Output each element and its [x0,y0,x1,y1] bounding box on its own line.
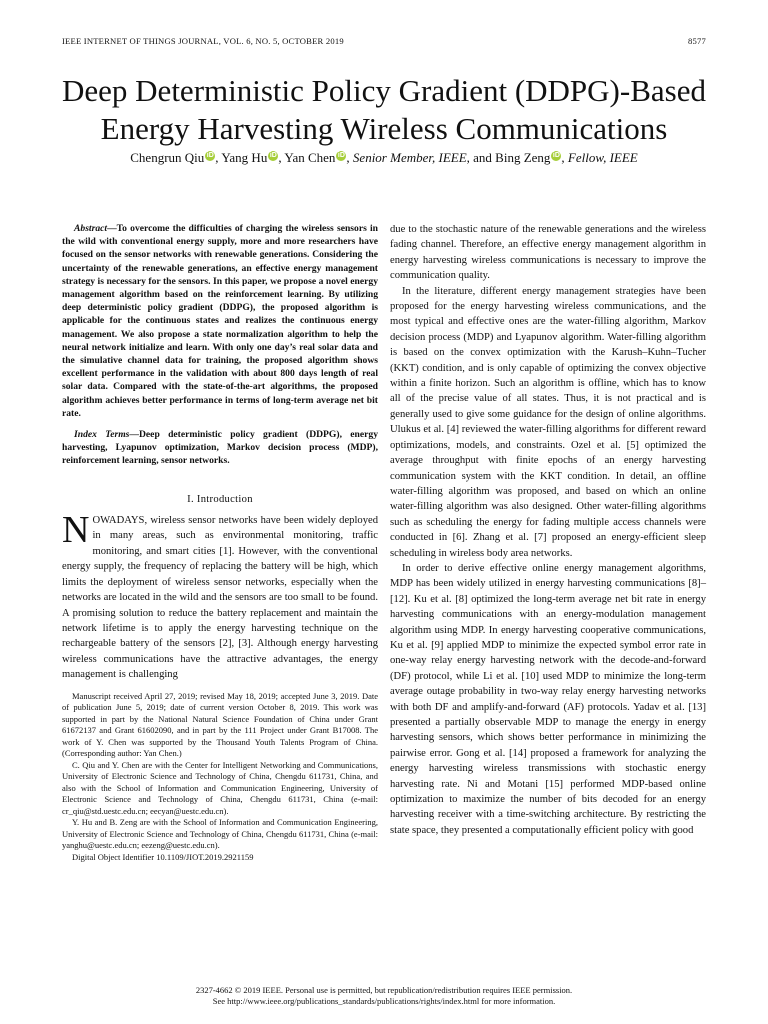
author-list: Chengrun Qiu iD , Yang Hu iD , Yan Chen iD , Senior Member, IEEE, and Bing Zeng iD , Fellow, IEEE [130,150,638,165]
author-3-role: Senior Member, IEEE [352,150,467,165]
index-terms-text: Deep deterministic policy gradient (DDPG), energy harvesting, Lyapunov optimization, Markov decision process (MDP), reinforcement learning, sensor networks. [62,429,378,467]
footnote-affiliation-2: Y. Hu and B. Zeng are with the School of Information and Communication Engineering, University of Electronic Science and Technology of China, Chengdu 611731, China (e-mail: yanghu@uestc.edu.cn; eezeng@uestc.edu.cn). [62,817,378,851]
index-terms: Index Terms—Deep deterministic policy gradient (DDPG), energy harvesting, Lyapunov optimization, Markov decision process (MDP), reinforcement learning, sensor networks. [62,429,378,467]
footnote-affiliation-1: C. Qiu and Y. Chen are with the Center for Intelligent Networking and Communications, University of Electronic Science and Technology of China, Chengdu 611731, China, and also with the School of Information and Communication Engineering, University of Electronic Science and Technology of China, Chengdu 611731, China (e-mail: cr_qiu@std.uestc.edu.cn; eecyan@uestc.edu.cn). [62,759,378,816]
body-paragraph: due to the stochastic nature of the renewable generations and the wireless fading channel. Therefore, an effective energy management algorithm in energy harvesting wireless communications is necessary to improve the communication quality. [390,224,706,282]
paper-title [40,72,728,148]
journal-header: IEEE INTERNET OF THINGS JOURNAL, VOL. 6, NO. 5, OCTOBER 2019 [62,36,344,46]
orcid-icon[interactable]: iD [552,151,560,159]
intro-paragraph [62,509,378,682]
footnote-manuscript: Manuscript received April 27, 2019; revised May 18, 2019; accepted June 3, 2019. Date of publication June 5, 2019; date of current version October 8, 2019. This work was supported in part by the National Natural Science Foundation of China under Grant 61672137 and Grant 61602090, and in part by the 111 Project under Grant B17008. The work of Y. Chen was supported by the Thousand Youth Talents Program of China. (Corresponding author: Yan Chen.) [62,690,378,759]
footnotes [62,691,378,864]
author-4: Bing Zeng [495,150,551,165]
running-header [62,36,706,46]
abstract: Abstract—To overcome the difficulties of charging the wireless sensors in the wild with conventional energy supply, more and more researchers have focused on the sensor networks with renewable generations. Considering the uncertainty of the renewable generations, an effective energy management strategy is necessary for the sensors. In this paper, we propose a novel energy management algorithm based on the reinforcement learning. By utilizing deep deterministic policy gradient (DDPG), the proposed algorithm is applicable for the continuous states and realizes the continuous energy management. We also propose a state normalization algorithm to help the neural network initialize and learn. With only one day’s real solar data and the simulative channel data for training, the proposed algorithm shows excellent performance in the validation with about 800 days length of real solar data. Compared with the state-of-the-art algorithms, the proposed algorithm achieves better performance in terms of long-term average net bit rate. [62,223,378,419]
author-1: Chengrun Qiu [130,150,205,165]
orcid-icon[interactable]: iD [206,151,214,159]
title-line-1: Deep Deterministic Policy Gradient (DDPG)-Based [62,73,706,108]
abstract-label: Abstract [74,223,108,234]
body-paragraph: In order to derive effective online energy management algorithms, MDP has been widely utilized in energy harvesting communications [8]–[12]. Ku et al. [8] optimized the long-term average net bit rate in energy harvesting communications with an energy-modulation management algorithm using MDP. In energy harvesting cooperative communications, Ku et al. [9] applied MDP to minimize the expected symbol error rate in one-way relay energy harvesting network with the decode-and-forward (DF) protocol, while Li et al. [10] used MDP to minimize the long-term average outage probability in two-way relay energy harvesting networks with both DF and amplify-and-forward (AF) protocols. Yadav et al. [13] presented a partially observable MDP to manage the energy in energy harvesting sensors, which shows better performance in minimizing the pairwise error. Gong et al. [14] proposed a framework for analyzing the energy harvesting wireless transmissions with stochastic energy harvesting rate. Ni and Motani [15] performed MDP-based online optimization to maximize the number of bits decoded for an energy harvesting receiver with a time-switching architecture. By restricting the state space, they presented a computationally efficient policy with good [390,562,706,836]
copyright-line-1: 2327-4662 © 2019 IEEE. Personal use is permitted, but republication/redistribution requires IEEE permission. [195,985,573,995]
body-paragraph: In the literature, different energy management strategies have been proposed for the energy harvesting wireless communications, and the most typical and effective ones are the water-filling algorithm, Markov decision process (MDP) and Lyapunov algorithm. Water-filling algorithm is based on the convex optimization with the Karush–Kuhn–Tucher (KKT) condition, and is only capable of optimizing the convex objective within a finite horizon. Such an algorithm is offline, which has to know all of the precise value of all states. Thus, it is not practical and is generally used to give some guidance for the design of online algorithms. Ulukus et al. [4] reviewed the water-filling algorithms for different reward optimizations, models, and constraints. Ozel et al. [5] optimized the average throughput with finite epochs of an energy harvesting communication system with the KKT condition. In detail, an offline water-filling algorithm was proposed, and based on which an online water-filling algorithm was also designed. Other water-filling algorithms such as scheduling the energy for fading multiple access channels were conducted in [6]. Zhang et al. [7] proposed an energy-efficient sleep scheduling in wireless body area networks. [390,285,706,559]
index-terms-label: Index Terms [74,429,130,441]
intro-text: OWADAYS, wireless sensor networks have been widely deployed in many areas, such as environmental monitoring, traffic monitoring, and smart cities [1]. However, with the conventional energy supply, the frequency of replacing the battery will be high, which limits the deployment of wireless sensor networks, especially when the networks are located in the wild and the sensors are too small to be found. A promising solution to reduce the battery replacement and maintain the network lifetime is to apply the energy harvesting technique on the rechargeable battery of the sensors [2], [3]. Although energy harvesting wireless communications have the attractive advantages, the energy management is challenging [62,515,378,681]
orcid-icon[interactable]: iD [337,151,345,159]
drop-cap: N [62,509,90,552]
author-4-role: Fellow, IEEE [567,150,638,165]
abstract-text: To overcome the difficulties of charging the wireless sensors in the wild with conventional energy supply, more and more researchers have focused on the sensor networks with renewable generations. Considering the uncertainty of the renewable generations, an effective energy management strategy is necessary for the sensors. In this paper, we propose a novel energy management algorithm based on the reinforcement learning. By utilizing deep deterministic policy gradient (DDPG), the proposed algorithm is applicable for the continuous states and realizes the continuous energy management. We also propose a state normalization algorithm to help the neural network initialize and learn. With only one day’s real solar data and the simulative channel data for training, the proposed algorithm shows excellent performance in the validation with about 800 days length of real solar data. Compared with the state-of-the-art algorithms, the proposed algorithm achieves better performance in terms of long-term average net bit rate. [62,223,378,419]
section-heading: I. Introduction [187,493,253,505]
title-line-2: Energy Harvesting Wireless Communications [100,111,668,146]
left-column [62,222,378,863]
author-and: and [473,150,492,165]
copyright-notice [40,985,728,1007]
author-3: Yan Chen [284,150,336,165]
orcid-icon[interactable]: iD [269,151,277,159]
page-number: 8577 [688,36,706,46]
author-2: Yang Hu [221,150,268,165]
doi[interactable]: Digital Object Identifier 10.1109/JIOT.2019.2921159 [72,851,254,862]
copyright-line-2[interactable]: See http://www.ieee.org/publications_standards/publications/rights/index.html for more information. [212,996,556,1006]
right-column [390,222,706,838]
